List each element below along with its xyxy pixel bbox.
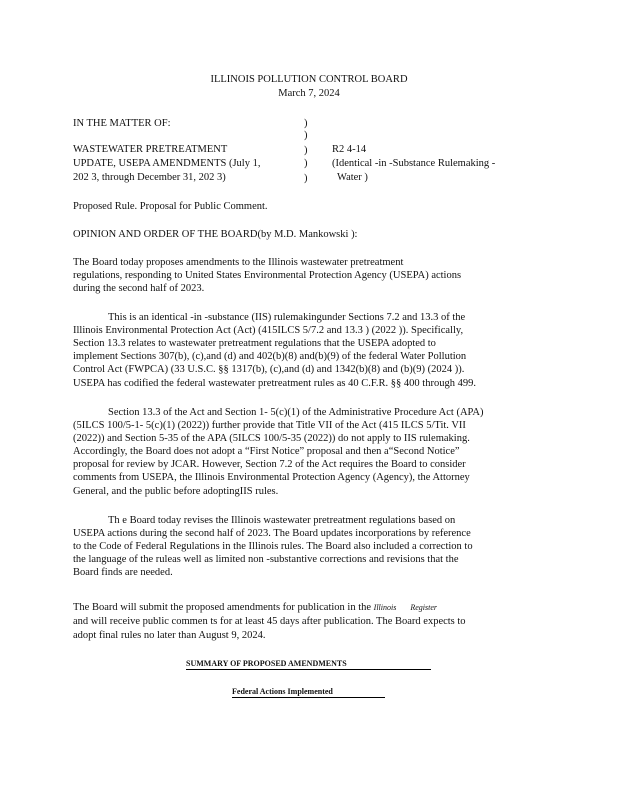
illinois-register-title: Illinois [373,603,397,612]
paragraph-line: proposal for review by JCAR. However, Section 7.2 of the Act requires the Board to consider [73,459,466,470]
order-date: March 7, 2024 [278,88,340,99]
caption-paren: ) [304,130,308,141]
paragraph-line: This is an identical -in -substance (IIS) rulemakingunder Sections 7.2 and 13.3 of the [108,312,466,323]
paragraph-line: USEPA has codified the federal wastewater pretreatment rules as 40 C.F.R. §§ 400 through 499. [73,378,476,389]
rulemaking-type-line: (Identical -in -Substance Rulemaking - [332,158,496,169]
paragraph-line: regulations, responding to United States Environmental Protection Agency (USEPA) actions [73,270,462,281]
illinois-register-title: Register [410,603,437,612]
paragraph-line: Th e Board today revises the Illinois wastewater pretreatment regulations based on [108,515,456,526]
proposed-rule-line: Proposed Rule. Proposal for Public Comment. [73,201,268,212]
paragraph-text: The Board will submit the proposed amendments for publication in the [73,602,374,613]
caption-paren: ) [304,173,308,184]
caption-paren: ) [304,118,308,129]
paragraph-line: Illinois Environmental Protection Act (Act) (415ILCS 5/7.2 and 13.3 ) (2022 )). Specifically, [73,325,464,336]
caption-title-line: UPDATE, USEPA AMENDMENTS (July 1, [73,158,261,169]
in-the-matter-of: IN THE MATTER OF: [73,118,171,129]
caption-title-line: WASTEWATER PRETREATMENT [73,144,228,155]
caption-paren: ) [304,158,308,169]
paragraph-line: adopt final rules no later than August 9, 2024. [73,630,266,641]
paragraph-line [73,601,437,614]
caption-title-line: 202 3, through December 31, 202 3) [73,172,226,183]
paragraph-line: Control Act (FWPCA) (33 U.S.C. §§ 1317(b), (c),and (d) and 1342(b)(8) and (b)(9) (2024 )). [73,364,465,375]
paragraph-line: to the Code of Federal Regulations in the Illinois rules. The Board also included a correction to [73,541,473,552]
summary-heading: SUMMARY OF PROPOSED AMENDMENTS [186,659,347,668]
paragraph-line: (5ILCS 100/5-1- 5(c)(1) (2022)) further provide that Title VII of the Act (415 ILCS 5/Tit. VII [73,420,466,431]
paragraph-line: The Board today proposes amendments to the Illinois wastewater pretreatment [73,257,404,268]
paragraph-line: the language of the ruleas well as limited non -substantive corrections and revisions that the [73,554,459,565]
paragraph-line: General, and the public before adoptingIIS rules. [73,486,279,497]
summary-heading-underline [186,669,431,670]
paragraph-line: Accordingly, the Board does not adopt a “First Notice” proposal and then a“Second Notice” [73,446,460,457]
paragraph-line: USEPA actions during the second half of 2023. The Board updates incorporations by reference [73,528,471,539]
paragraph-line: during the second half of 2023. [73,283,205,294]
paragraph-line: Board finds are needed. [73,567,173,578]
paragraph-line: comments from USEPA, the Illinois Environmental Protection Agency (Agency), the Attorney [73,472,470,483]
paragraph-line: Section 13.3 relates to wastewater pretreatment regulations that the USEPA adopted to [73,338,436,349]
docket-number: R2 4-14 [332,144,367,155]
paragraph-line: (2022)) and Section 5-35 of the APA (5ILCS 100/5-35 (2022)) do not apply to IIS rulemaking. [73,433,470,444]
rulemaking-type-line: Water ) [337,172,368,183]
caption-paren: ) [304,145,308,156]
paragraph-line: implement Sections 307(b), (c),and (d) and 402(b)(8) and(b)(9) of the federal Water Pollution [73,351,467,362]
opinion-and-order-heading: OPINION AND ORDER OF THE BOARD(by M.D. Mankowski ): [73,229,358,240]
board-name-heading: ILLINOIS POLLUTION CONTROL BOARD [210,74,408,85]
federal-actions-underline [232,697,385,698]
paragraph-line: Section 13.3 of the Act and Section 1- 5(c)(1) of the Administrative Procedure Act (APA) [108,407,484,418]
paragraph-line: and will receive public commen ts for at least 45 days after publication. The Board expects to [73,616,466,627]
federal-actions-heading: Federal Actions Implemented [232,687,333,696]
